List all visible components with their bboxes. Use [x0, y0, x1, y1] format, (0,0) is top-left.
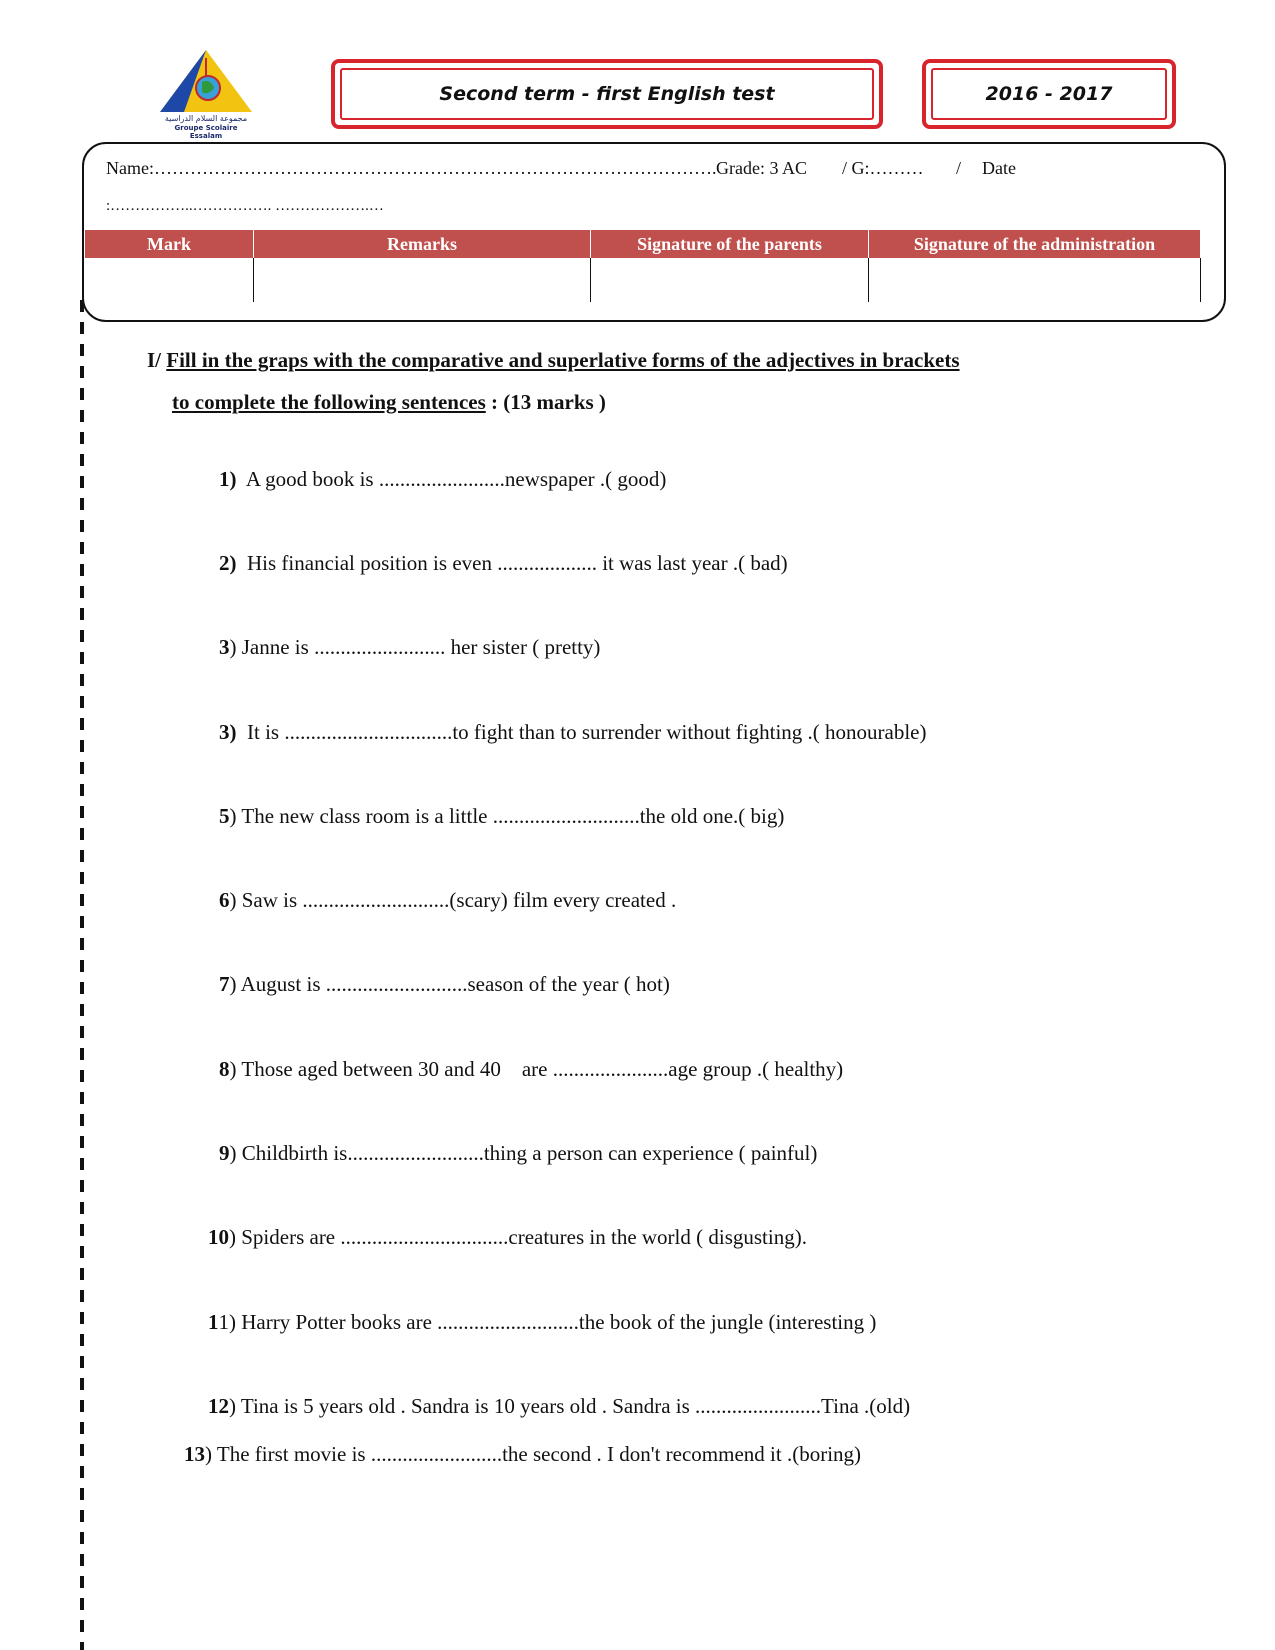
question-8: 8) Those aged between 30 and 40 are ......................age group .( healthy): [219, 1057, 844, 1081]
school-year: 2016 - 2017: [931, 68, 1167, 120]
exercise-instruction-line1: [147, 348, 960, 373]
question-text[interactable]: ) The new class room is a little ............................the old one.( big): [229, 804, 785, 828]
question-text[interactable]: A good book is ........................newspaper .( good): [236, 467, 667, 491]
administration-signature-header: Signature of the administration: [869, 230, 1201, 258]
logo-french-text: Groupe Scolaire Essalam: [174, 124, 238, 140]
question-2: 2) His financial position is even ................... it was last year .( bad): [219, 551, 788, 575]
remarks-header: Remarks: [254, 230, 591, 258]
question-5: 5) The new class room is a little ............................the old one.( big): [219, 804, 785, 828]
question-text[interactable]: ) August is ...........................season of the year ( hot): [229, 972, 670, 996]
date-slash: /: [956, 158, 962, 178]
mark-header: Mark: [85, 230, 254, 258]
margin-dashed-line: [80, 300, 84, 1650]
marks-table-row: [85, 258, 1201, 302]
logo-arabic-text: مجموعة السلام الدراسية: [164, 114, 248, 123]
question-text[interactable]: ) Those aged between 30 and 40 are ......................age group .( healthy): [229, 1057, 844, 1081]
marks-note: : (13 marks ): [491, 390, 606, 414]
date-field[interactable]: :……………..……………. ……………….…: [106, 198, 384, 214]
question-text[interactable]: It is ................................to fight than to surrender without fighting .( honourable): [236, 720, 927, 744]
test-title: Second term - first English test: [340, 68, 874, 120]
remarks-cell[interactable]: [254, 258, 591, 302]
question-9: 9) Childbirth is..........................thing a person can experience ( painful): [219, 1141, 818, 1165]
marks-table-header: [85, 230, 1201, 258]
exercise-prefix: I/: [147, 348, 162, 372]
administration-signature-cell[interactable]: [869, 258, 1201, 302]
logo-emblem-icon: [158, 48, 254, 118]
parents-signature-header: Signature of the parents: [591, 230, 869, 258]
question-11: 11) Harry Potter books are ...........................the book of the jungle (interesting ): [208, 1310, 877, 1334]
date-label: Date: [982, 158, 1016, 178]
question-text[interactable]: ) Tina is 5 years old . Sandra is 10 years old . Sandra is ........................Tina .(old): [229, 1394, 911, 1418]
question-10: 10) Spiders are ................................creatures in the world ( disgusting).: [208, 1225, 807, 1249]
exercise-instruction-line2: [172, 390, 606, 415]
question-12: 12) Tina is 5 years old . Sandra is 10 years old . Sandra is ........................Tina .(old): [208, 1394, 911, 1418]
question-6: 6) Saw is ............................(scary) film every created .: [219, 888, 677, 912]
school-year-box: [922, 59, 1176, 129]
school-logo: [158, 48, 254, 140]
question-text[interactable]: ) Spiders are ................................creatures in the world ( disgusting).: [229, 1225, 807, 1249]
name-field[interactable]: Name:………………………………………………………………………………….: [106, 158, 717, 178]
question-13: 13) The first movie is .........................the second . I don't recommend it .(boring): [184, 1442, 862, 1466]
question-7: 7) August is ...........................season of the year ( hot): [219, 972, 670, 996]
instruction-text-1: Fill in the graps with the comparative and superlative forms of the adjectives in brackets: [166, 348, 960, 372]
test-title-box: [331, 59, 883, 129]
grade-label: Grade: 3 AC: [716, 158, 807, 178]
question-text[interactable]: ) Janne is ......................... her sister ( pretty): [229, 635, 601, 659]
question-text[interactable]: ) Childbirth is..........................thing a person can experience ( painful): [229, 1141, 818, 1165]
group-field[interactable]: / G:………: [842, 158, 924, 178]
instruction-text-2: to complete the following sentences: [172, 390, 486, 414]
marks-table: [84, 230, 1201, 302]
question-1: 1) A good book is ........................newspaper .( good): [219, 467, 667, 491]
question-3: 3) Janne is ......................... her sister ( pretty): [219, 635, 601, 659]
parents-signature-cell[interactable]: [591, 258, 869, 302]
question-text[interactable]: 1) Harry Potter books are ...........................the book of the jungle (interesting ): [218, 1310, 877, 1334]
mark-cell[interactable]: [85, 258, 254, 302]
question-4: 3) It is ................................to fight than to surrender without fighting .( honourable): [219, 720, 927, 744]
question-text[interactable]: ) Saw is ............................(scary) film every created .: [229, 888, 677, 912]
question-text[interactable]: ) The first movie is .........................the second . I don't recommend it .(boring): [205, 1442, 862, 1466]
question-text[interactable]: His financial position is even ................... it was last year .( bad): [236, 551, 788, 575]
